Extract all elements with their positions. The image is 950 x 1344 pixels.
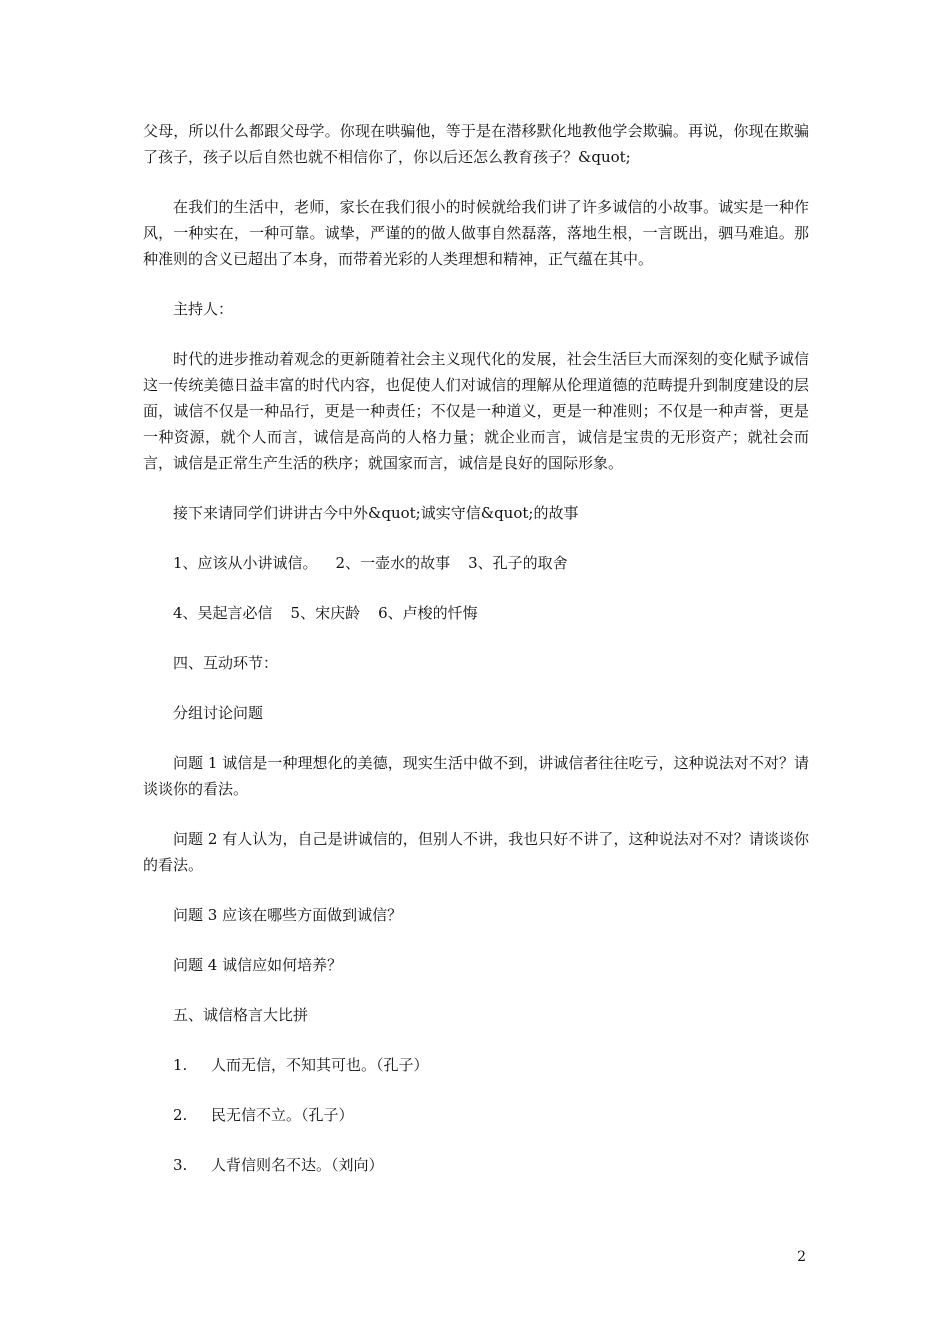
question-2: 问题 2 有人认为，自己是讲诚信的，但别人不讲，我也只好不讲了，这种说法对不对？请谈谈你的看法。 [143,830,809,874]
page-number: 2 [797,1249,806,1265]
story-item: 4、吴起言必信 [173,604,273,622]
motto-text: 民无信不立。（孔子） [211,1106,354,1124]
motto-number: 1. [173,1056,188,1074]
story-item: 3、孔子的取舍 [468,554,568,572]
paragraph-integrity-stories: 在我们的生活中，老师，家长在我们很小的时候就给我们讲了许多诚信的小故事。诚实是一种作风，一种实在，一种可靠。诚挚，严谨的的做人做事自然磊落，落地生根，一言既出，驷马难追。那种准则的含义已超出了本身，而带着光彩的人类理想和精神，正气蕴在其中。 [143,198,809,268]
paragraph-era-progress: 时代的进步推动着观念的更新随着社会主义现代化的发展，社会生活巨大而深刻的变化赋予诚信这一传统美德日益丰富的时代内容，也促使人们对诚信的理解从伦理道德的范畴提升到制度建设的层面，诚信不仅是一种品行，更是一种责任；不仅是一种道义，更是一种准则；不仅是一种声誉，更是一种资源，就个人而言，诚信是高尚的人格力量；就企业而言，诚信是宝贵的无形资产；就社会而言，诚信是正常生产生活的秩序；就国家而言，诚信是良好的国际形象。 [143,350,809,472]
story-item: 2、一壶水的故事 [335,554,451,572]
stories-list-line-2 [143,600,809,626]
story-item: 6、卢梭的忏悔 [378,604,478,622]
section-4-heading: 四、互动环节： [173,654,279,672]
host-label: 主持人： [173,300,234,318]
question-4: 问题 4 诚信应如何培养？ [173,956,343,974]
motto-text: 人背信则名不达。（刘向） [211,1156,384,1174]
discussion-heading: 分组讨论问题 [173,704,264,722]
motto-number: 3. [173,1156,188,1174]
question-3: 问题 3 应该在哪些方面做到诚信？ [173,906,403,924]
motto-item [143,1102,809,1128]
stories-list-line-1 [143,550,809,576]
motto-number: 2. [173,1106,188,1124]
story-item: 5、宋庆龄 [290,604,361,622]
page-body [143,118,809,1202]
section-5-heading: 五、诚信格言大比拼 [173,1006,309,1024]
paragraph-continued: 父母，所以什么都跟父母学。你现在哄骗他，等于是在潜移默化地教他学会欺骗。再说，你现在欺骗了孩子，孩子以后自然也就不相信你了，你以后还怎么教育孩子？&quot; [143,122,809,166]
question-1: 问题 1 诚信是一种理想化的美德，现实生活中做不到，讲诚信者往往吃亏，这种说法对不对？请谈谈你的看法。 [143,754,809,798]
stories-intro: 接下来请同学们讲讲古今中外&quot;诚实守信&quot;的故事 [173,504,579,522]
story-item: 1、应该从小讲诚信。 [173,554,318,572]
motto-item [143,1152,809,1178]
motto-item [143,1052,809,1078]
motto-text: 人而无信，不知其可也。（孔子） [211,1056,429,1074]
